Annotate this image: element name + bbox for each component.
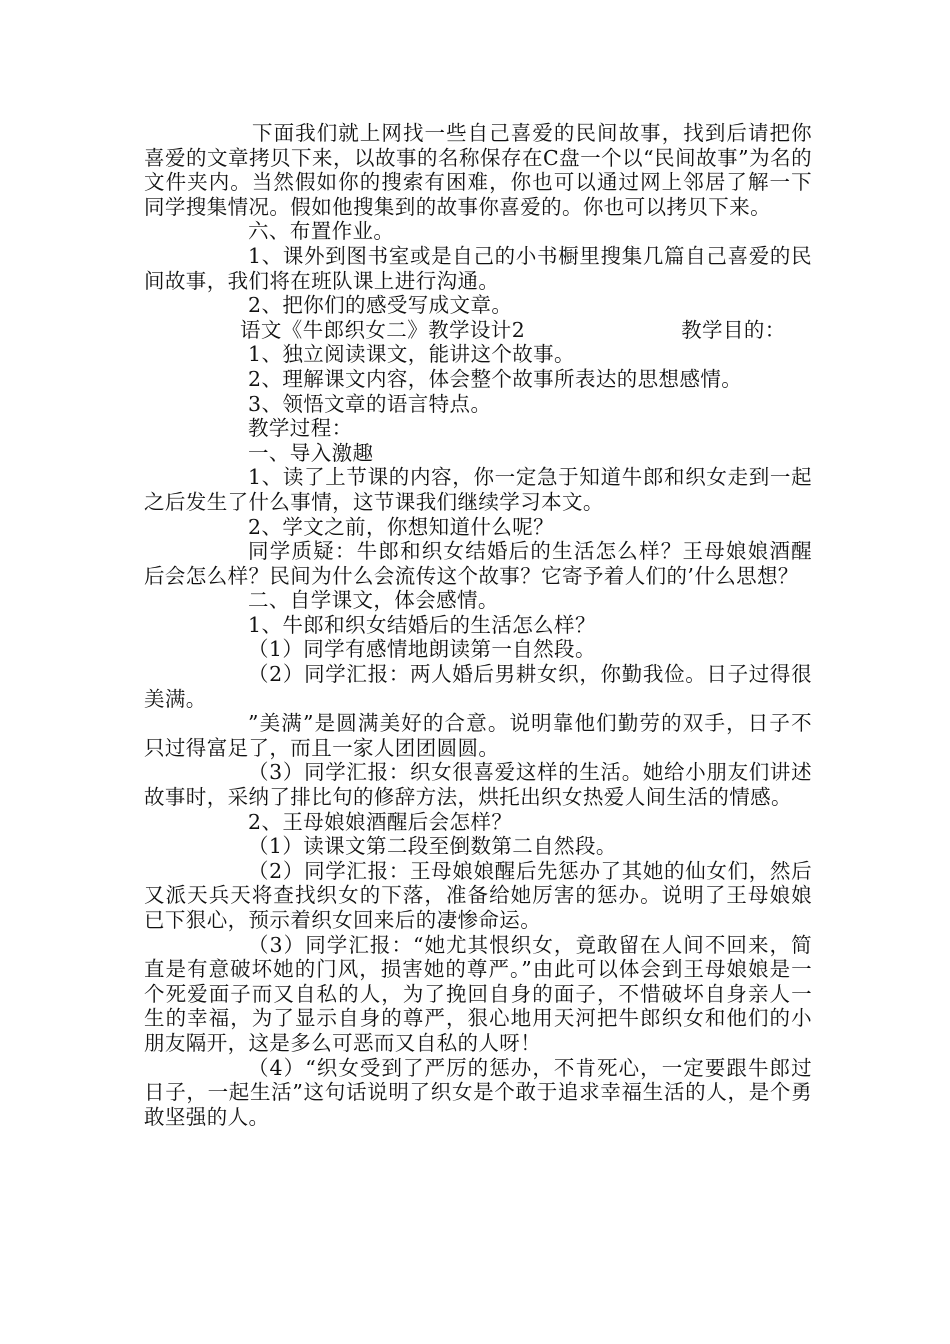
document-body [144,121,812,1129]
paragraph: 1、独立阅读课文，能讲这个故事。 [248,342,575,367]
paragraph: 2、王母娘娘酒醒后会怎样？ [248,809,513,834]
paragraph: 二、自学课文，体会感情。 [248,588,499,613]
paragraph: （3）同学汇报：织女很喜爱这样的生活。她给小朋友们讲述故事时，采纳了排比句的修辞方法，烘托出织女热爱人间生活的情感。 [144,760,812,810]
paragraph: （3）同学汇报：“她尤其恨织女，竟敢留在人间不回来，简直是有意破坏她的门风，损害她的尊严。”由此可以体会到王母娘娘是一个死爱面子而又自私的人，为了挽回自身的面子，不惜破坏自身亲人一生的幸福，为了显示自身的尊严，狠心地用天河把牛郎织女和他们的小朋友隔开，这是多么可恶而又自私的人呀！ [144,932,812,1055]
paragraph: 1、课外到图书室或是自己的小书橱里搜集几篇自己喜爱的民间故事，我们将在班队课上进行沟通。 [144,243,812,293]
paragraph: 教学过程： [248,416,353,441]
paragraph: 1、读了上节课的内容，你一定急于知道牛郎和织女走到一起之后发生了什么事情，这节课我们继续学习本文。 [144,465,812,514]
paragraph: 2、学文之前，你想知道什么呢？ [248,514,555,539]
spacer [525,318,585,343]
paragraph: （4）“织女受到了严厉的惩办，不肯死心，一定要跟牛郎过日子，一起生活”这句话说明了织女是个敢于追求幸福生活的人，是个勇敢坚强的人。 [144,1055,812,1129]
paragraph: 2、理解课文内容，体会整个故事所表达的思想感情。 [248,366,743,391]
paragraph: 3、领悟文章的语言特点。 [248,391,492,416]
paragraph: （1）读课文第二段至倒数第二自然段。 [248,834,617,859]
paragraph: （2）同学汇报：王母娘娘醒后先惩办了其她的仙女们，然后又派天兵天将查找织女的下落，准备给她厉害的惩办。说明了王母娘娘已下狠心，预示着织女回来后的凄惨命运。 [144,858,812,932]
paragraph: 同学质疑：牛郎和织女结婚后的生活怎么样？王母娘娘酒醒后会怎么样？民间为什么会流传这个故事？它寄予着人们的’什么思想？ [144,539,812,588]
lesson-title: 语文《牛郎织女二》教学设计2 [240,317,526,342]
paragraph: 1、牛郎和织女结婚后的生活怎么样？ [248,612,596,637]
paragraph: ”美满”是圆满美好的合意。说明靠他们勤劳的双手，日子不只过得富足了，而且一家人团团圆圆。 [144,711,812,760]
section-heading [144,318,812,343]
paragraph: （1）同学有感情地朗读第一自然段。 [248,637,596,662]
paragraph: （2）同学汇报：两人婚后男耕女织，你勤我俭。日子过得很美满。 [144,662,812,711]
paragraph: 一、导入激趣 [248,440,374,465]
paragraph: 2、把你们的感受写成文章。 [248,293,513,318]
paragraph: 六、布置作业。 [248,219,395,244]
paragraph: 下面我们就上网找一些自己喜爱的民间故事，找到后请把你喜爱的文章拷贝下来，以故事的名称保存在C盘一个以“民间故事”为名的文件夹内。当然假如你的搜索有困难，你也可以通过网上邻居了解一下同学搜集情况。假如他搜集到的故事你喜爱的。你也可以拷贝下来。 [144,121,812,219]
teaching-goals-label: 教学目的： [681,317,786,342]
